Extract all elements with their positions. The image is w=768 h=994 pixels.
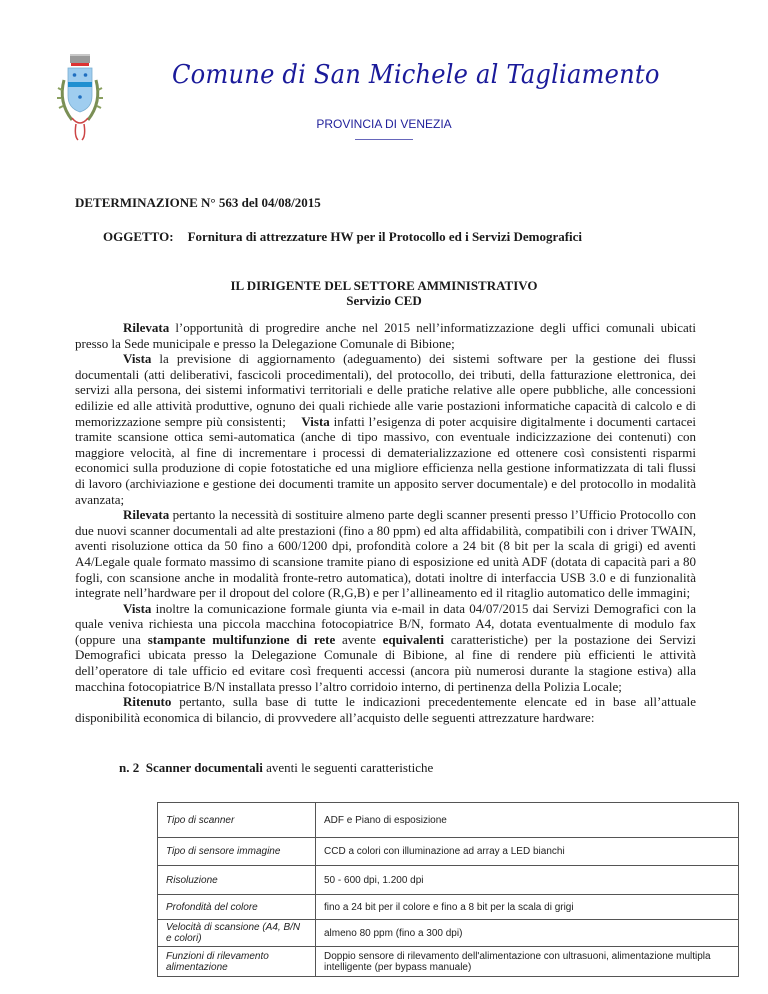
spec-key: Profondità del colore	[158, 895, 316, 920]
table-row	[158, 803, 739, 838]
province-label: PROVINCIA DI VENEZIA	[316, 117, 452, 131]
subject-text: Fornitura di attrezzature HW per il Protocollo ed i Servizi Demografici	[187, 229, 583, 244]
paragraph-lead: Ritenuto	[123, 694, 172, 710]
town-name: Comune di San Michele al Tagliamento	[172, 60, 660, 90]
spec-value: ADF e Piano di esposizione	[316, 803, 739, 838]
scanner-suffix: aventi le seguenti caratteristiche	[262, 760, 434, 775]
table-row	[158, 866, 739, 895]
table-row	[158, 838, 739, 866]
province-divider	[355, 139, 413, 140]
paragraph	[75, 351, 696, 507]
scanner-section-heading	[119, 760, 433, 776]
paragraph-text: la previsione di aggiornamento (adeguamento) dei sistemi software per la gestione dei flussi documentali (atti deliberativi, fascicoli procedimentali), del protocollo, dei tributi, della fatturazione elettronica, dei servizi alla persona, dei sistemi informativi territoriali e delle pratiche relative alle opere pubbliche, alle concessioni edilizie ed alle attività produttive, ognuno dei quali richiede alle varie postazioni informatiche capacità di calcolo e di memorizzazione sempre più consistenti;	[75, 351, 696, 429]
paragraph	[75, 320, 696, 351]
spec-value: Doppio sensore di rilevamento dell'alimentazione con ultrasuoni, alimentazione multipla intelligente (per bypass manuale)	[316, 947, 739, 977]
paragraph-lead: Rilevata	[123, 507, 170, 523]
table-row	[158, 895, 739, 920]
issuer-block	[0, 278, 768, 308]
paragraph	[75, 694, 696, 725]
paragraph-lead: Rilevata	[123, 320, 170, 335]
emphasis: equivalenti	[382, 631, 445, 647]
document-body	[75, 320, 696, 725]
issuer-service: Servizio CED	[346, 293, 422, 308]
spec-value: almeno 80 ppm (fino a 300 dpi)	[316, 920, 739, 947]
paragraph-text: inoltre la comunicazione formale giunta via e-mail in data 04/07/2015 dai Servizi Demografici con la quale veniva richiesta una piccola macchina fotocopiatrice B/N, formato A4, dotata eventualmente di modulo fax (oppure una	[75, 600, 696, 647]
spec-value: 50 - 600 dpi, 1.200 dpi	[316, 866, 739, 895]
spec-key: Velocità di scansione (A4, B/N e colori)	[158, 920, 316, 947]
paragraph	[75, 507, 696, 601]
paragraph-lead: Vista	[123, 600, 152, 616]
subject-label: OGGETTO:	[103, 229, 174, 244]
paragraph-text: infatti l’esigenza di poter acquisire digitalmente i documenti cartacei tramite scansione ottica semi-automatica (anche di tipo massivo, con eventuale indicizzazione dei contenuti) con maggiore velocità, al fine di incrementare i processi di dematerializzazione ed ottenere così consistenti risparmi economici sulla produzione di copie fotostatiche ed una migliore efficienza nella gestione informatizzata di tali flussi di lavoro (archiviazione e gestione dei documenti tramite un apposito server documentale) e del protocollo in modalità avanzata;	[75, 413, 697, 507]
spec-key: Tipo di sensore immagine	[158, 838, 316, 866]
spec-value: CCD a colori con illuminazione ad array a LED bianchi	[316, 838, 739, 866]
spec-key: Risoluzione	[158, 866, 316, 895]
subject-line	[103, 229, 582, 245]
paragraph-text: pertanto la necessità di sostituire almeno parte degli scanner presenti presso l’Ufficio Protocollo con due nuovi scanner documentali ad alte prestazioni (fino a 80 ppm) ed alta affidabilità, compatibili con i driver TWAIN, aventi risoluzione ottica da 50 fino a 600/1200 dpi, profondità colore a 24 bit (8 bit per la scala di grigi) ed aventi A4/Legale quale formato massimo di scansione tramite piano di esposizione ed unità ADF (dotata di capacità pari a 80 fogli, con scansione anche in modalità fronte-retro automatica), dotati inoltre di interfaccia USB 3.0 e di funzionalità integrate nell’hardware per il dropout del colore (R,G,B) e per l’allineamento ed il ritaglio automatico delle immagini;	[75, 507, 696, 601]
paragraph-text: avente	[335, 631, 383, 647]
issuer-title: IL DIRIGENTE DEL SETTORE AMMINISTRATIVO	[230, 278, 538, 293]
paragraph-text: caratteristiche) per la postazione dei Servizi Demografici ubicata presso la Delegazione Comunale di Bibione, al fine di rendere più efficienti le attività dell’operatore di tale ufficio ed evitare così frequenti accessi (ancora più numerosi durante la stagione estiva) alla macchina fotocopiatrice B/N installata presso l’altro corridoio interno, di pertinenza della Polizia Locale;	[75, 631, 696, 694]
table-row	[158, 920, 739, 947]
scanner-spec-table	[157, 802, 739, 977]
paragraph-lead: Vista	[301, 413, 330, 429]
letterhead	[0, 0, 768, 150]
paragraph	[75, 601, 696, 695]
scanner-quantity: n. 2	[119, 760, 140, 775]
spec-value: fino a 24 bit per il colore e fino a 8 bit per la scala di grigi	[316, 895, 739, 920]
emphasis: stampante multifunzione di rete	[147, 631, 336, 647]
paragraph-text: l’opportunità di progredire anche nel 2015 nell’informatizzazione degli uffici comunali ubicati presso la Sede municipale e presso la Delegazione Comunale di Bibione;	[75, 320, 696, 351]
table-row	[158, 947, 739, 977]
spec-key: Tipo di scanner	[158, 803, 316, 838]
scanner-item: Scanner documentali	[145, 760, 263, 775]
paragraph-text: pertanto, sulla base di tutte le indicazioni precedentemente elencate ed in base all’attuale disponibilità economica di bilancio, di provvedere all’acquisto delle seguenti attrezzature hardware:	[75, 694, 696, 725]
paragraph-lead: Vista	[123, 351, 152, 367]
determination-title: DETERMINAZIONE N° 563 del 04/08/2015	[75, 195, 321, 210]
spec-key: Funzioni di rilevamento alimentazione	[158, 947, 316, 977]
